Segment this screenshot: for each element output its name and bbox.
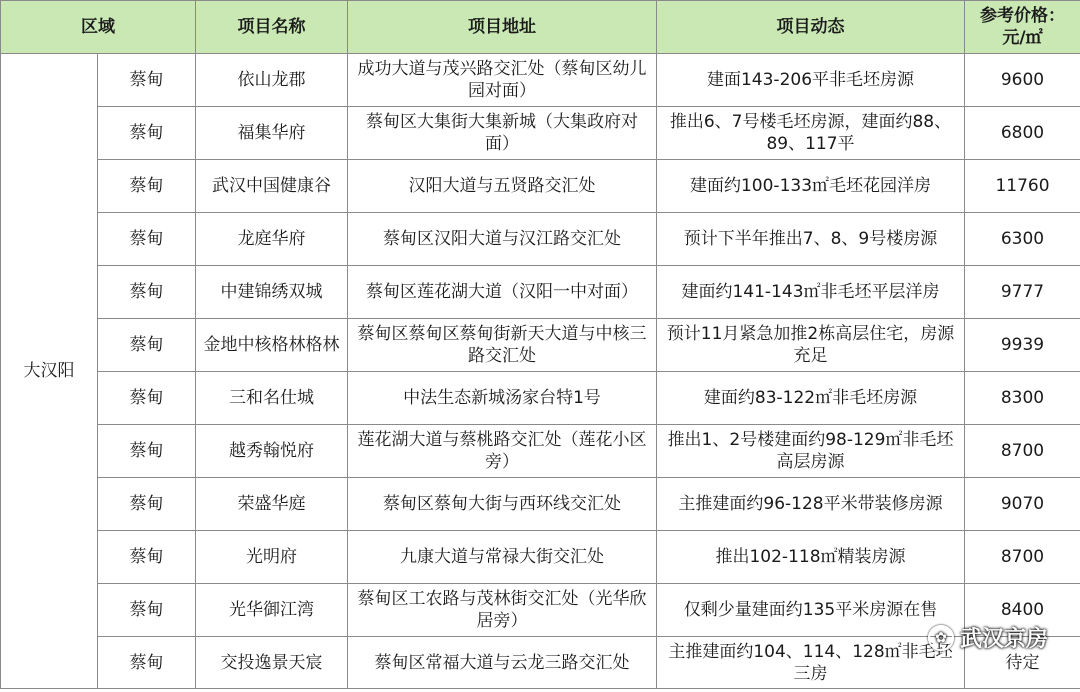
price-cell: 8400	[965, 584, 1080, 637]
price-cell: 11760	[965, 160, 1080, 213]
price-cell: 9939	[965, 319, 1080, 372]
project-name-cell: 金地中核格林格林	[196, 319, 348, 372]
district-cell: 蔡甸	[98, 584, 196, 637]
table-row	[1, 160, 1080, 213]
project-status-cell: 建面约141-143㎡非毛坯平层洋房	[657, 266, 965, 319]
project-address-cell: 蔡甸区蔡甸大街与西环线交汇处	[348, 478, 657, 531]
project-status-cell: 推出6、7号楼毛坯房源，建面约88、89、117平	[657, 107, 965, 160]
header-name: 项目名称	[196, 1, 348, 54]
price-cell: 9600	[965, 54, 1080, 107]
table-row	[1, 637, 1080, 689]
table-row	[1, 54, 1080, 107]
price-cell: 8300	[965, 372, 1080, 425]
project-name-cell: 光华御江湾	[196, 584, 348, 637]
price-cell: 9777	[965, 266, 1080, 319]
district-cell: 蔡甸	[98, 213, 196, 266]
watermark-text: 武汉京房	[959, 627, 1048, 652]
district-cell: 蔡甸	[98, 107, 196, 160]
project-name-cell: 光明府	[196, 531, 348, 584]
project-status-cell: 推出102-118㎡精装房源	[657, 531, 965, 584]
project-name-cell: 三和名仕城	[196, 372, 348, 425]
table-row	[1, 372, 1080, 425]
project-name-cell: 中建锦绣双城	[196, 266, 348, 319]
table-header-row	[1, 1, 1080, 54]
price-cell: 9070	[965, 478, 1080, 531]
district-cell: 蔡甸	[98, 478, 196, 531]
price-cell: 8700	[965, 425, 1080, 478]
table-row	[1, 584, 1080, 637]
project-name-cell: 依山龙郡	[196, 54, 348, 107]
project-address-cell: 蔡甸区蔡甸区蔡甸街新天大道与中核三路交汇处	[348, 319, 657, 372]
district-cell: 蔡甸	[98, 160, 196, 213]
wechat-icon: ✿	[928, 625, 954, 651]
price-cell: 8700	[965, 531, 1080, 584]
district-cell: 蔡甸	[98, 319, 196, 372]
district-cell: 蔡甸	[98, 531, 196, 584]
table-row	[1, 531, 1080, 584]
price-cell: 6800	[965, 107, 1080, 160]
project-status-cell: 建面约100-133㎡毛坯花园洋房	[657, 160, 965, 213]
project-address-cell: 蔡甸区常福大道与云龙三路交汇处	[348, 637, 657, 689]
table-row	[1, 107, 1080, 160]
project-name-cell: 交投逸景天宸	[196, 637, 348, 689]
project-name-cell: 福集华府	[196, 107, 348, 160]
project-address-cell: 中法生态新城汤家台特1号	[348, 372, 657, 425]
table-row	[1, 266, 1080, 319]
project-address-cell: 蔡甸区汉阳大道与汉江路交汇处	[348, 213, 657, 266]
project-status-cell: 主推建面约104、114、128㎡非毛坯三房	[657, 637, 965, 689]
price-cell: 待定	[965, 637, 1080, 689]
table-row	[1, 213, 1080, 266]
project-address-cell: 蔡甸区大集街大集新城（大集政府对面）	[348, 107, 657, 160]
project-address-cell: 成功大道与茂兴路交汇处（蔡甸区幼儿园对面）	[348, 54, 657, 107]
project-status-cell: 仅剩少量建面约135平米房源在售	[657, 584, 965, 637]
project-address-cell: 蔡甸区莲花湖大道（汉阳一中对面）	[348, 266, 657, 319]
project-address-cell: 莲花湖大道与蔡桃路交汇处（莲花小区旁）	[348, 425, 657, 478]
district-cell: 蔡甸	[98, 637, 196, 689]
project-status-cell: 预计下半年推出7、8、9号楼房源	[657, 213, 965, 266]
table-row	[1, 425, 1080, 478]
header-address: 项目地址	[348, 1, 657, 54]
project-status-cell: 主推建面约96-128平米带装修房源	[657, 478, 965, 531]
project-address-cell: 蔡甸区工农路与茂林街交汇处（光华欣居旁）	[348, 584, 657, 637]
district-cell: 蔡甸	[98, 425, 196, 478]
header-status: 项目动态	[657, 1, 965, 54]
header-price-unit: 元/㎡	[1002, 28, 1043, 48]
project-status-cell: 建面143-206平非毛坯房源	[657, 54, 965, 107]
table-row	[1, 478, 1080, 531]
project-name-cell: 武汉中国健康谷	[196, 160, 348, 213]
price-cell: 6300	[965, 213, 1080, 266]
district-cell: 蔡甸	[98, 54, 196, 107]
header-region: 区域	[1, 1, 196, 54]
district-cell: 蔡甸	[98, 372, 196, 425]
project-status-cell: 预计11月紧急加推2栋高层住宅，房源充足	[657, 319, 965, 372]
project-status-cell: 建面约83-122㎡非毛坯房源	[657, 372, 965, 425]
project-address-cell: 九康大道与常禄大街交汇处	[348, 531, 657, 584]
region-cell: 大汉阳	[1, 54, 98, 689]
header-price-label: 参考价格：	[980, 6, 1065, 26]
district-cell: 蔡甸	[98, 266, 196, 319]
project-address-cell: 汉阳大道与五贤路交汇处	[348, 160, 657, 213]
project-name-cell: 越秀翰悦府	[196, 425, 348, 478]
project-status-cell: 推出1、2号楼建面约98-129㎡非毛坯高层房源	[657, 425, 965, 478]
project-name-cell: 荣盛华庭	[196, 478, 348, 531]
table-row	[1, 319, 1080, 372]
header-price	[965, 1, 1080, 54]
project-name-cell: 龙庭华府	[196, 213, 348, 266]
